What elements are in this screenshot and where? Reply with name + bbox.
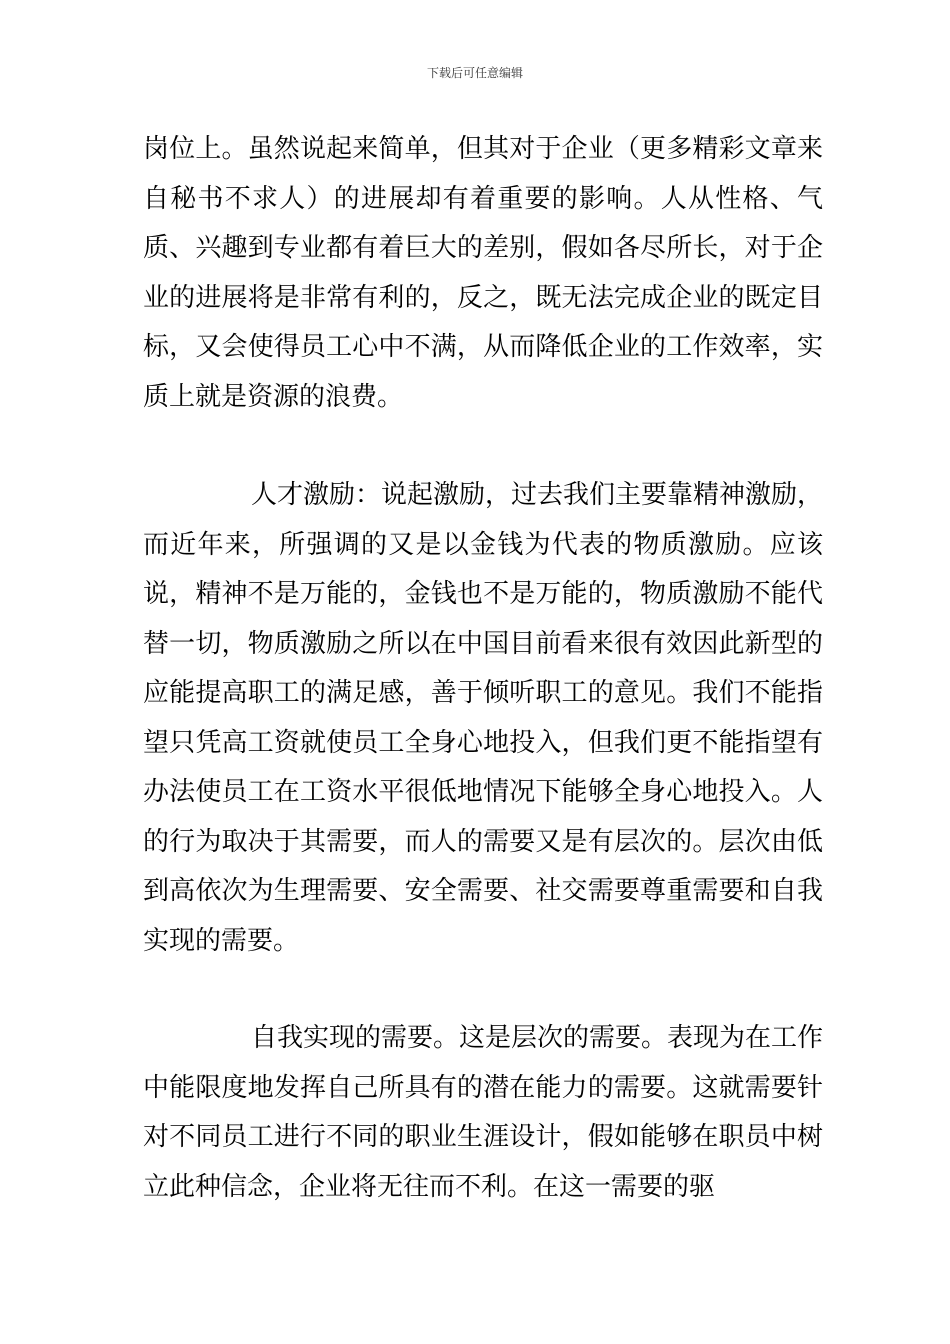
document-body [143, 125, 823, 422]
paragraph-continuation: 岗位上。虽然说起来简单，但其对于企业（更多精彩文章来自秘书不求人）的进展却有着重要的影响。人从性格、气质、兴趣到专业都有着巨大的差别，假如各尽所长，对于企业的进展将是非常有利的，反之，既无法完成企业的既定目标，又会使得员工心中不满，从而降低企业的工作效率，实质上就是资源的浪费。 [143, 134, 823, 412]
paragraph-self-actualization: 自我实现的需要。这是层次的需要。表现为在工作中能限度地发挥自己所具有的潜在能力的需要。这就需要针对不同员工进行不同的职业生涯设计，假如能够在职员中树立此种信念，企业将无往而不利。在这一需要的驱 [143, 1023, 824, 1202]
document-body-section-3 [143, 1014, 823, 1212]
paragraph-talent-incentive: 人才激励：说起激励，过去我们主要靠精神激励，而近年来，所强调的又是以金钱为代表的物质激励。应该说，精神不是万能的，金钱也不是万能的，物质激励不能代替一切，物质激励之所以在中国目前看来很有效因此新型的应能提高职工的满足感，善于倾听职工的意见。我们不能指望只凭高工资就使员工全身心地投入，但我们更不能指望有办法使员工在工资水平很低地情况下能够全身心地投入。人的行为取决于其需要，而人的需要又是有层次的。层次由低到高依次为生理需要、安全需要、社交需要尊重需要和自我实现的需要。 [143, 480, 824, 956]
page-header-note: 下载后可任意编辑 [426, 66, 523, 80]
document-body-section-2 [143, 471, 823, 966]
